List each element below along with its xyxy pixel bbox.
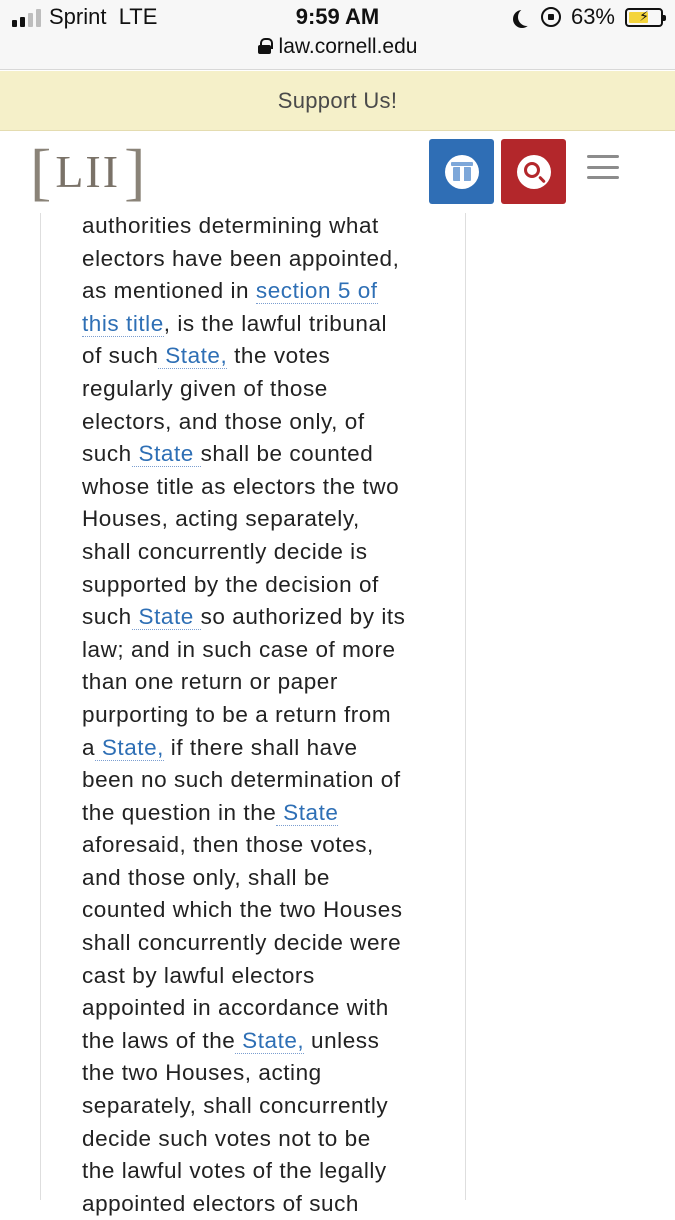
status-icons	[513, 4, 663, 30]
statute-line	[82, 1155, 427, 1188]
statute-line	[82, 536, 427, 569]
statute-text-segment: and those only, shall be	[82, 864, 330, 890]
statute-line	[82, 406, 427, 439]
address-bar[interactable]	[0, 35, 675, 59]
support-banner[interactable]	[0, 71, 675, 131]
statute-text-segment: the question in the	[82, 799, 277, 825]
statute-text-segment: such	[82, 604, 132, 630]
statute-text-segment: electors have been appointed,	[82, 245, 400, 271]
statute-text-segment: Houses, acting separately,	[82, 506, 360, 532]
statute-text-segment: the two Houses, acting	[82, 1060, 322, 1086]
statute-text-segment: than one return or paper	[82, 669, 338, 695]
logo-bracket-right: ]	[124, 136, 146, 207]
charging-bolt-icon: ⚡	[639, 7, 649, 24]
donate-button[interactable]	[429, 139, 494, 204]
carrier-label: Sprint LTE	[49, 4, 158, 29]
lii-logo[interactable]	[30, 136, 146, 207]
hamburger-menu-icon[interactable]	[587, 155, 619, 179]
statute-link[interactable]: State	[131, 604, 201, 630]
logo-bracket-left: [	[30, 136, 52, 207]
statute-line	[82, 373, 427, 406]
statute-text-segment: been no such determination of	[82, 767, 401, 793]
statute-line	[82, 1188, 427, 1220]
statute-line	[82, 894, 427, 927]
moon-icon	[518, 8, 536, 26]
statute-text-segment: purporting to be a return from	[82, 701, 392, 727]
status-bar	[0, 0, 675, 70]
statute-text-segment: a	[82, 734, 96, 760]
statute-text-segment: such	[82, 441, 132, 467]
statute-line	[82, 569, 427, 602]
statute-link[interactable]: this title	[82, 310, 164, 336]
battery-percent: 63%	[570, 4, 615, 29]
statute-line	[82, 634, 427, 667]
statute-line	[82, 960, 427, 993]
statute-text-segment: appointed electors of such	[82, 1190, 359, 1216]
statute-line	[82, 764, 427, 797]
statute-line	[82, 829, 427, 862]
statute-text-segment: the laws of the	[82, 1027, 236, 1053]
statute-text-segment: decide such votes not to be	[82, 1125, 371, 1151]
statute-line	[82, 1025, 427, 1058]
lock-icon	[258, 38, 271, 54]
logo-text: LII	[55, 146, 121, 197]
statute-text-segment: supported by the decision of	[82, 571, 379, 597]
statute-text-segment: unless	[304, 1027, 380, 1053]
statute-text-segment: aforesaid, then those votes,	[82, 832, 374, 858]
statute-line	[82, 992, 427, 1025]
statute-line	[82, 503, 427, 536]
statute-text-segment: cast by lawful electors	[82, 962, 315, 988]
search-icon	[524, 162, 540, 178]
url-text: law.cornell.edu	[278, 35, 418, 58]
statute-link[interactable]: State	[131, 441, 201, 467]
statute-line	[82, 1057, 427, 1090]
statute-text-segment: the votes	[227, 343, 331, 369]
statute-line	[82, 275, 427, 308]
statute-line	[82, 862, 427, 895]
statute-link[interactable]: section 5 of	[255, 278, 378, 304]
statute-text-segment: shall concurrently decide is	[82, 538, 368, 564]
support-banner-text[interactable]: Support Us!	[277, 87, 398, 113]
statute-text-segment: regularly given of those	[82, 375, 328, 401]
statute-link[interactable]: State	[276, 799, 339, 825]
statute-text-segment: shall concurrently decide were	[82, 930, 402, 956]
statute-text-segment: appointed in accordance with	[82, 995, 389, 1021]
statute-line	[82, 666, 427, 699]
statute-line	[82, 438, 427, 471]
statute-link[interactable]: State,	[95, 734, 164, 760]
statute-text-segment: of such	[82, 343, 159, 369]
statute-text-segment: shall be counted	[200, 441, 374, 467]
statute-text-segment: electors, and those only, of	[82, 408, 365, 434]
statute-line	[82, 340, 427, 373]
statute-text-segment: , is the lawful tribunal	[163, 310, 388, 336]
status-time: 9:59 AM	[295, 4, 380, 29]
statute-link[interactable]: State,	[158, 343, 228, 369]
statute-text-segment: separately, shall concurrently	[82, 1093, 389, 1119]
statute-line	[82, 699, 427, 732]
statute-text-segment: counted which the two Houses	[82, 897, 403, 923]
battery-icon	[625, 8, 663, 27]
statute-line	[82, 308, 427, 341]
statute-text-segment: the lawful votes of the legally	[82, 1158, 387, 1184]
statute-line	[82, 732, 427, 765]
statute-line	[82, 243, 427, 276]
statute-text	[82, 210, 427, 1220]
search-button[interactable]	[501, 139, 566, 204]
statute-text-segment: whose title as electors the two	[82, 473, 400, 499]
statute-line	[82, 471, 427, 504]
gift-icon	[453, 167, 471, 181]
statute-line	[82, 601, 427, 634]
statute-line	[82, 210, 427, 243]
site-header	[0, 131, 675, 213]
statute-link[interactable]: State,	[235, 1027, 305, 1053]
statute-line	[82, 1090, 427, 1123]
statute-text-segment: as mentioned in	[82, 278, 256, 304]
statute-line	[82, 797, 427, 830]
statute-text-segment: so authorized by its	[200, 604, 406, 630]
statute-text-segment: if there shall have	[163, 734, 358, 760]
statute-text-segment: law; and in such case of more	[82, 636, 396, 662]
statute-line	[82, 1123, 427, 1156]
statute-line	[82, 927, 427, 960]
content-area	[0, 213, 675, 1216]
rotation-lock-icon	[541, 7, 561, 27]
statute-text-segment: authorities determining what	[82, 213, 379, 238]
